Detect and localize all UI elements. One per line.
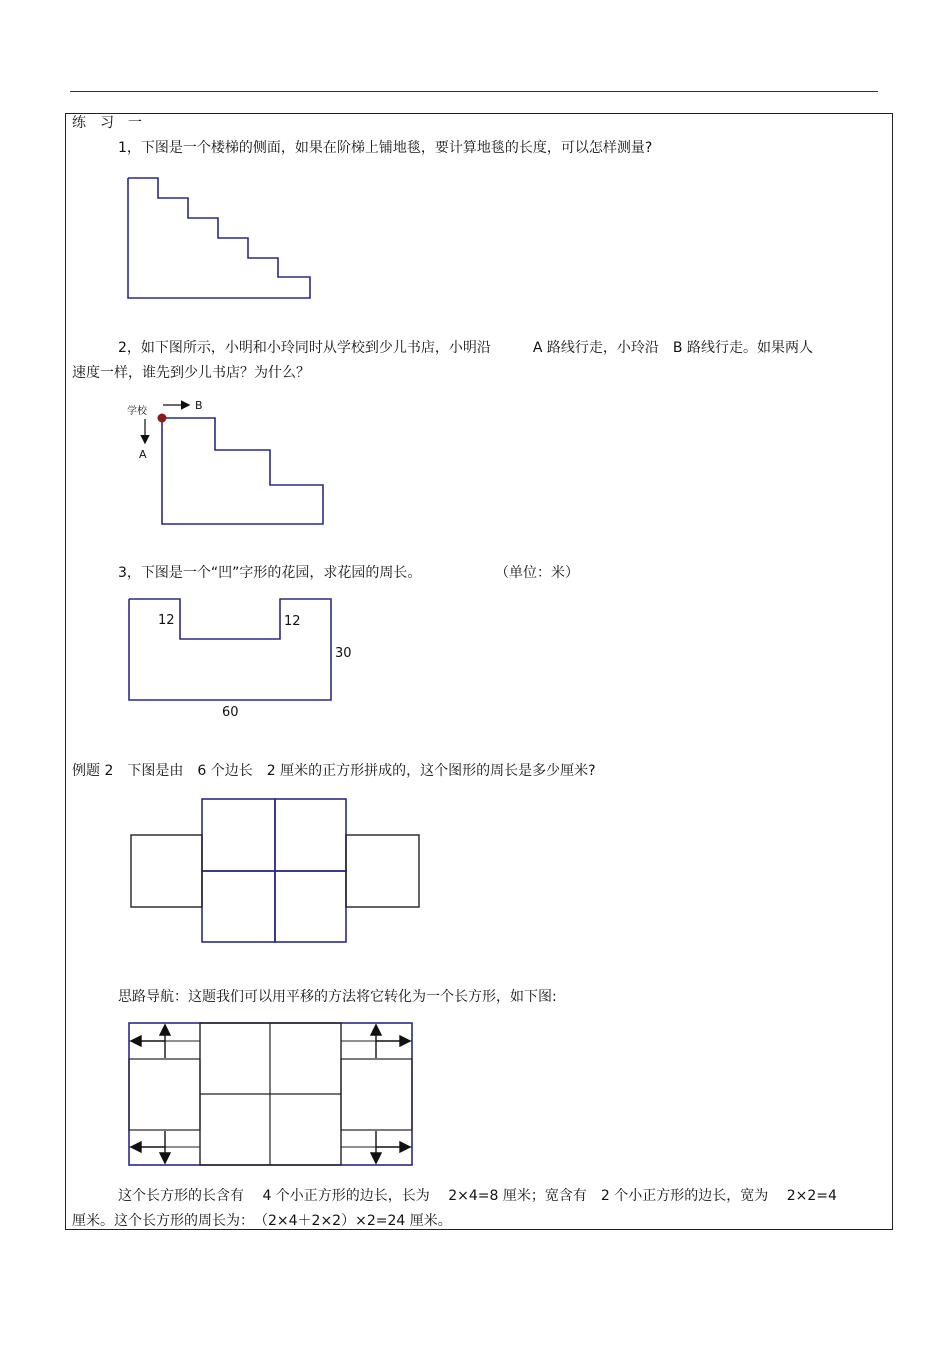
- dim-left-notch: 12: [158, 613, 175, 628]
- question-1-text: 1，下图是一个楼梯的侧面，如果在阶梯上铺地毯，要计算地毯的长度，可以怎样测量?: [118, 140, 653, 156]
- arrow-right-bottom-horizontal-head: [400, 1142, 410, 1152]
- arrow-left-bottom-vertical-head: [160, 1153, 170, 1163]
- label-school: 学校: [127, 406, 147, 417]
- arrow-right-bottom-vertical-head: [371, 1153, 381, 1163]
- dim-height: 30: [335, 646, 352, 661]
- example-2-text: 例题 2 下图是由 6 个边长 2 厘米的正方形拼成的，这个图形的周长是多少厘米?: [72, 763, 596, 779]
- label-route-a: A: [139, 448, 147, 461]
- arrow-left-top-vertical-head: [160, 1025, 170, 1035]
- dim-width: 60: [222, 705, 239, 720]
- arrow-right-top-vertical-head: [371, 1025, 381, 1035]
- answer-line1: 这个长方形的长含有 4 个小正方形的边长，长为 2×4=8 厘米；宽含有 2 个小正方形的边长，宽为 2×2=4: [118, 1188, 837, 1204]
- answer-line2: 厘米。这个长方形的周长为： （2×4＋2×2）×2=24 厘米。: [72, 1213, 452, 1229]
- question-3-unit: （单位：米）: [495, 565, 579, 581]
- right-square-moved: [341, 1059, 412, 1130]
- dim-right-notch: 12: [284, 614, 301, 629]
- arrow-left-bottom-horizontal-head: [131, 1142, 141, 1152]
- question-2-line2: 速度一样，谁先到少儿书店？为什么？: [72, 365, 310, 381]
- left-square-moved: [129, 1059, 200, 1130]
- arrow-left-top-horizontal-head: [131, 1036, 141, 1046]
- label-route-b: B: [195, 399, 203, 412]
- arrow-right-top-horizontal-head: [400, 1036, 410, 1046]
- hint-text: 思路导航：这题我们可以用平移的方法将它转化为一个长方形，如下图:: [118, 989, 557, 1005]
- section-title: 练 习 一: [72, 115, 142, 131]
- question-2-line1: 2，如下图所示，小明和小玲同时从学校到少儿书店，小明沿 A 路线行走，小玲沿 B 路线行走。如果两人: [118, 340, 813, 356]
- question-3-text: 3，下图是一个“凹”字形的花园，求花园的周长。: [118, 565, 422, 581]
